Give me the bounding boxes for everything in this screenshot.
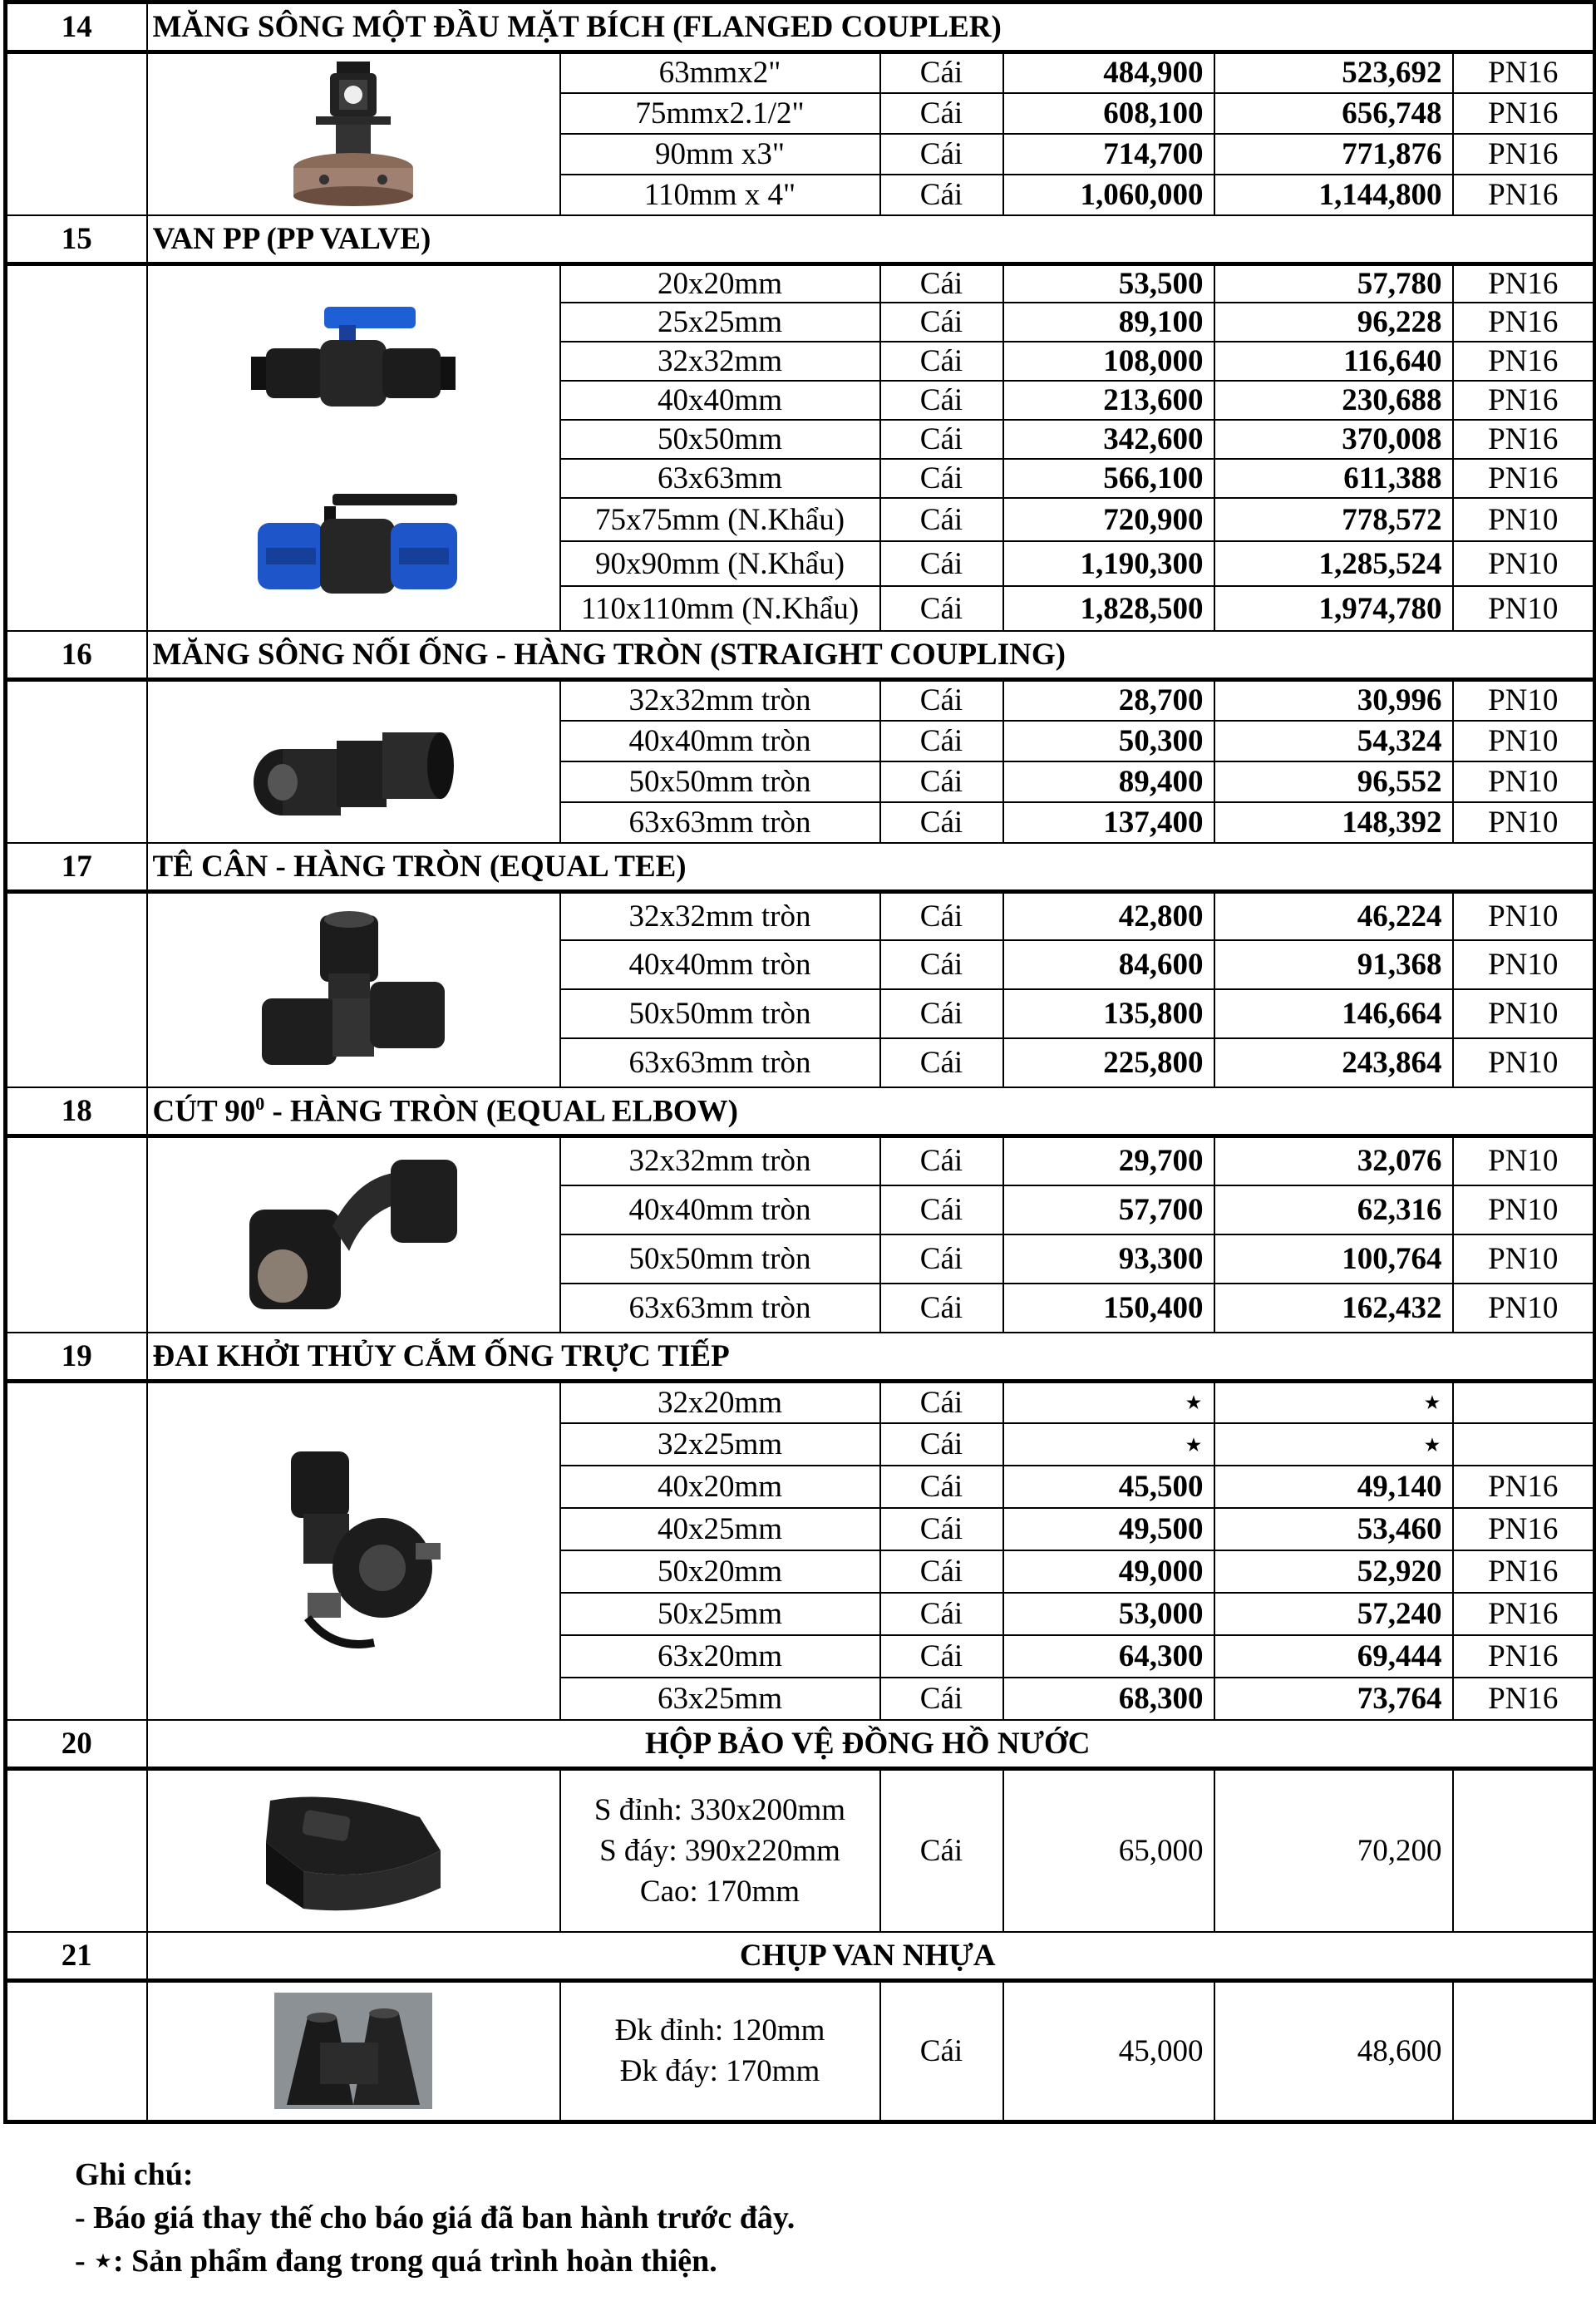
note-line: - Báo giá thay thế cho báo giá đã ban hành trước đây. [75,2200,796,2235]
table-row: 50x20mm Cái 49,000 52,920 PN16 [6,1550,1595,1593]
section-number: 16 [6,631,147,680]
table-row: Đk đỉnh: 120mm Đk đáy: 170mm Cái 45,000 48,600 [6,1980,1595,2121]
section-title: MĂNG SÔNG NỐI ỐNG - HÀNG TRÒN (STRAIGHT COUPLING) [147,631,1595,680]
section-number: 17 [6,843,147,892]
table-row: 75x75mm (N.Khẩu) Cái 720,900 778,572 PN10 [6,498,1595,541]
table-row: 63x63mm tròn Cái 137,400 148,392 PN10 [6,802,1595,843]
section-title: VAN PP (PP VALVE) [147,215,1595,264]
table-row: 50x50mm tròn Cái 135,800 146,664 PN10 [6,989,1595,1038]
table-row: 32x32mm tròn Cái 28,700 30,996 PN10 [6,680,1595,721]
table-row: 50x50mm tròn Cái 89,400 96,552 PN10 [6,761,1595,802]
section-number: 14 [6,2,147,52]
section-number: 19 [6,1333,147,1382]
table-row: 75mmx2.1/2" Cái 608,100 656,748 PN16 [6,93,1595,134]
table-row: 40x40mm tròn Cái 84,600 91,368 PN10 [6,940,1595,989]
table-row: 25x25mm Cái 89,100 96,228 PN16 [6,303,1595,342]
table-row: 32x32mm tròn Cái 42,800 46,224 PN10 [6,891,1595,940]
price-table [3,0,1596,2124]
section-header-20 [6,1720,1595,1769]
section-title: MĂNG SÔNG MỘT ĐẦU MẶT BÍCH (FLANGED COUPLER) [147,2,1595,52]
saddle-clamp-photo-icon [147,1381,560,1720]
section-number: 21 [6,1932,147,1981]
section-header-16 [6,631,1595,680]
section-title: TÊ CÂN - HÀNG TRÒN (EQUAL TEE) [147,843,1595,892]
notes-heading: Ghi chú: [75,2157,194,2192]
section-header-21 [6,1932,1595,1981]
table-row: S đỉnh: 330x200mm S đáy: 390x220mm Cao: 170mm Cái 65,000 70,200 [6,1769,1595,1932]
section-number: 18 [6,1087,147,1136]
section-header-17 [6,843,1595,892]
straight-coupling-photo-icon [147,680,560,843]
table-row: 40x25mm Cái 49,500 53,460 PN16 [6,1508,1595,1550]
table-row: 50x25mm Cái 53,000 57,240 PN16 [6,1593,1595,1635]
section-header-19 [6,1333,1595,1382]
table-row: 63x25mm Cái 68,300 73,764 PN16 [6,1678,1595,1720]
section-title: CHỤP VAN NHỰA [147,1932,1595,1981]
table-row: 32x25mm Cái ⋆ ⋆ [6,1423,1595,1466]
flanged-coupler-photo-icon [147,52,560,215]
meter-box-photo-icon [147,1769,560,1932]
table-row: 63x20mm Cái 64,300 69,444 PN16 [6,1635,1595,1678]
section-header-18 [6,1087,1595,1136]
table-row: 32x32mm Cái 108,000 116,640 PN16 [6,342,1595,381]
table-row: 110x110mm (N.Khẩu) Cái 1,828,500 1,974,780 PN10 [6,586,1595,631]
table-row: 90x90mm (N.Khẩu) Cái 1,190,300 1,285,524 PN10 [6,541,1595,586]
equal-tee-photo-icon [147,891,560,1087]
valve-cap-photo-icon [147,1980,560,2121]
table-row: 50x50mm Cái 342,600 370,008 PN16 [6,420,1595,459]
table-row: 40x40mm tròn Cái 57,700 62,316 PN10 [6,1185,1595,1234]
section-title: HỘP BẢO VỆ ĐỒNG HỒ NƯỚC [147,1720,1595,1769]
note-line: - ⋆: Sản phẩm đang trong quá trình hoàn thiện. [75,2244,717,2279]
table-row: 63x63mm Cái 566,100 611,388 PN16 [6,459,1595,498]
section-title: ĐAI KHỞI THỦY CẮM ỐNG TRỰC TIẾP [147,1333,1595,1382]
table-row: 50x50mm tròn Cái 93,300 100,764 PN10 [6,1234,1595,1284]
section-header-14 [6,2,1595,52]
table-row: 40x40mm Cái 213,600 230,688 PN16 [6,381,1595,420]
table-row: 40x40mm tròn Cái 50,300 54,324 PN10 [6,721,1595,761]
section-header-15 [6,215,1595,264]
notes-block [75,2153,795,2283]
table-row: 40x20mm Cái 45,500 49,140 PN16 [6,1466,1595,1508]
price-list-sheet [3,0,1593,2124]
table-row: 63mmx2" Cái 484,900 523,692 PN16 [6,52,1595,93]
table-row: 110mm x 4" Cái 1,060,000 1,144,800 PN16 [6,175,1595,215]
table-row: 32x32mm tròn Cái 29,700 32,076 PN10 [6,1136,1595,1185]
table-row: 20x20mm Cái 53,500 57,780 PN16 [6,264,1595,303]
section-number: 15 [6,215,147,264]
table-row: 63x63mm tròn Cái 225,800 243,864 PN10 [6,1038,1595,1087]
section-title: CÚT $90^0$ - HÀNG TRÒN (EQUAL ELBOW) [147,1087,1595,1136]
table-row: 90mm x3" Cái 714,700 771,876 PN16 [6,134,1595,175]
section-number: 20 [6,1720,147,1769]
equal-elbow-photo-icon [147,1136,560,1333]
table-row: 32x20mm Cái ⋆ ⋆ [6,1381,1595,1423]
table-row: 63x63mm tròn Cái 150,400 162,432 PN10 [6,1284,1595,1333]
pp-valve-photo-icon [147,264,560,631]
